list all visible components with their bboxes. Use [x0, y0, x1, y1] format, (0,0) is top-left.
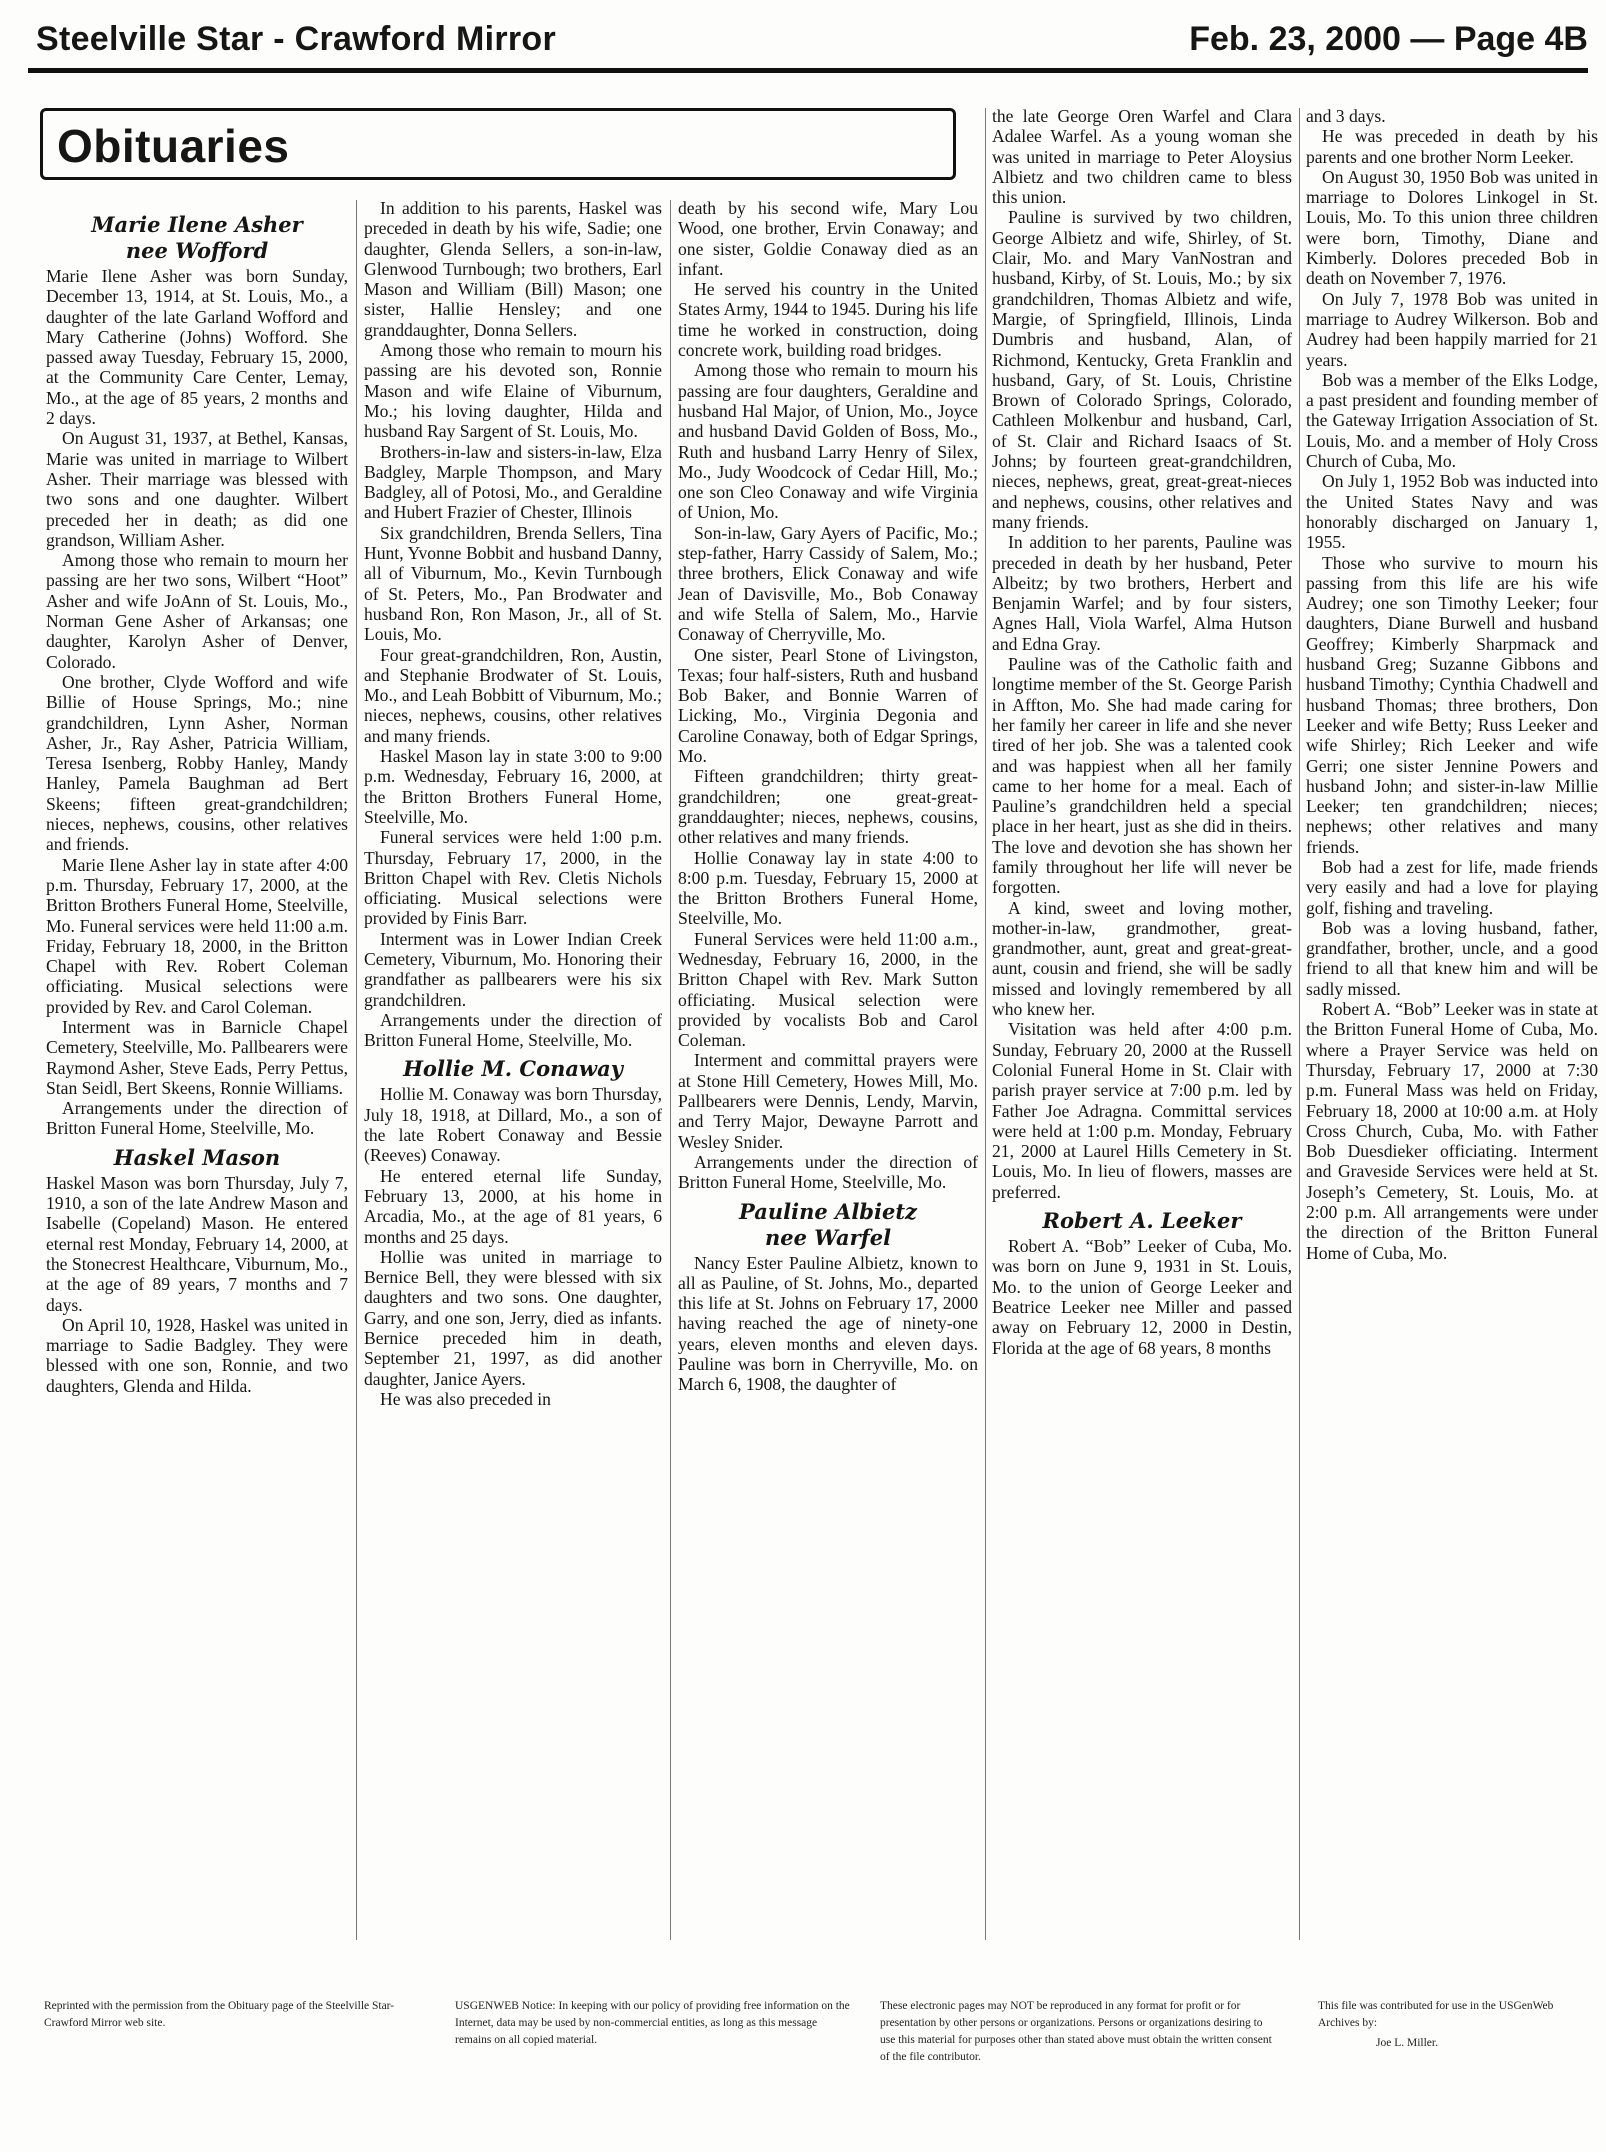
section-header-box	[40, 108, 956, 180]
obituary-paragraph: Four great-grandchildren, Ron, Austin, and Stephanie Brodwater of St. Louis, Mo., and Leah Bobbitt of Viburnum, Mo.; nieces, nephews, cousins, other relatives and many friends.	[364, 644, 662, 746]
obituary-paragraph: Fifteen grandchildren; thirty great-grandchildren; one great-great-granddaughter; nieces, nephews, cousins, other relatives and many friends.	[678, 766, 978, 848]
obituary-paragraph: and 3 days.	[1306, 106, 1386, 126]
footer-usgenweb-notice: USGENWEB Notice: In keeping with our policy of providing free information on the Internet, data may be used by non-commercial entities, as long as this message remains on all copied material.	[455, 2000, 850, 2046]
obituary-paragraph: Robert A. “Bob” Leeker was in state at the Britton Funeral Home of Cuba, Mo. where a Prayer Service was held on Thursday, February 17, 2000 at 7:30 p.m. Funeral Mass was held on Friday, February 18, 2000 at 10:00 a.m. at Holy Cross Church, Cuba, Mo. with Father Bob Duesdieker officiating. Interment and Graveside Services were held at St. Joseph’s Cemetery, St. Louis, Mo. at 2:00 p.m. All arrangements were under the direction of the Britton Funeral Home of Cuba, Mo.	[1306, 999, 1598, 1263]
obituary-heading-line: Robert A. Leeker	[1042, 1208, 1242, 1234]
obituary-paragraph: Arrangements under the direction of Britton Funeral Home, Steelville, Mo.	[46, 1098, 348, 1139]
obituary-paragraph: Robert A. “Bob” Leeker of Cuba, Mo. was born on June 9, 1931 in St. Louis, Mo. to the union of George Leeker and Beatrice Leeker nee Miller and passed away on February 12, 2000 in Destin, Florida at the age of 68 years, 8 months	[992, 1236, 1292, 1358]
newspaper-name: Steelville Star - Crawford Mirror	[36, 20, 557, 58]
column-1	[46, 206, 348, 1396]
column-2	[364, 198, 662, 1409]
obituary-paragraph: On August 30, 1950 Bob was united in marriage to Dolores Linkogel in St. Louis, Mo. To this union three children were born, Timothy, Diane and Kimberly. Dolores preceded Bob in death on November 7, 1976.	[1306, 166, 1598, 289]
obituary-heading	[678, 1199, 978, 1251]
footer-reprint-note: Reprinted with the permission from the Obituary page of the Steelville Star-Crawford Mirror web site.	[44, 2000, 395, 2029]
footer-contributor-note	[1318, 1998, 1583, 2052]
column-4	[992, 106, 1292, 1358]
column-rule	[985, 108, 986, 1940]
column-rule	[1299, 108, 1300, 1940]
obituary-heading	[992, 1208, 1292, 1234]
obituary-paragraph: Interment was in Barnicle Chapel Cemetery, Steelville, Mo. Pallbearers were Raymond Asher, Steve Eads, Perry Pettus, Stan Seidl, Bert Skeens, Ronnie Williams.	[46, 1016, 348, 1098]
obituary-paragraph: Son-in-law, Gary Ayers of Pacific, Mo.; step-father, Harry Cassidy of Salem, Mo.; three brothers, Elick Conaway and wife Jean of Davisville, Mo., Bob Conaway and wife Stella of Salem, Mo., Harvie Conaway of Cherryville, Mo.	[678, 522, 978, 645]
section-title: Obituaries	[57, 120, 290, 172]
obituary-paragraph: the late George Oren Warfel and Clara Adalee Warfel. As a young woman she was united in marriage to Peter Aloysius Albietz and two children came to bless this union.	[992, 106, 1292, 208]
obituary-paragraph: Those who survive to mourn his passing from this life are his wife Audrey; one son Timothy Leeker; four daughters, Diane Burwell and husband Geoffrey; Kimberly Sharpmack and husband Greg; Suzanne Gibbons and husband Timothy; Cynthia Chadwell and husband Thomas; three brothers, Don Leeker and wife Betty; Russ Leeker and wife Shirley; Rich Leeker and wife Gerri; one sister Jennine Powers and husband John; and sister-in-law Millie Leeker; ten grandchildren; nieces; nephews; other relatives and many friends.	[1306, 552, 1598, 857]
obituary-paragraph: Hollie Conaway lay in state 4:00 to 8:00 p.m. Tuesday, February 15, 2000 at the Britton Brothers Funeral Home, Steelville, Mo.	[678, 847, 978, 929]
obituary-paragraph: Nancy Ester Pauline Albietz, known to all as Pauline, of St. Johns, Mo., departed this life at St. Johns on February 17, 2000 having reached the age of ninety-one years, eleven months and eleven days. Pauline was born in Cherryville, Mo. on March 6, 1908, the daughter of	[678, 1252, 978, 1395]
obituary-paragraph: Among those who remain to mourn his passing are his devoted son, Ronnie Mason and wife Elaine of Viburnum, Mo.; his loving daughter, Hilda and husband Ray Sargent of St. Louis, Mo.	[364, 340, 662, 442]
obituary-paragraph: On July 7, 1978 Bob was united in marriage to Audrey Wilkerson. Bob and Audrey had been happily married for 21 years.	[1306, 288, 1598, 370]
obituary-paragraph: Arrangements under the direction of Britton Funeral Home, Steelville, Mo.	[678, 1151, 978, 1193]
obituary-paragraph: Funeral services were held 1:00 p.m. Thursday, February 17, 2000, in the Britton Chapel with Rev. Cletis Nichols officiating. Musical selections were provided by Finis Barr.	[364, 827, 662, 929]
obituary-paragraph: Brothers-in-law and sisters-in-law, Elza Badgley, Marple Thompson, and Mary Badgley, all of Potosi, Mo., and Geraldine and Hubert Frazier of Chester, Illinois	[364, 441, 662, 523]
obituary-paragraph: Marie Ilene Asher was born Sunday, December 13, 1914, at St. Louis, Mo., a daughter of the late Garland Wofford and Mary Catherine (Johns) Wofford. She passed away Tuesday, February 15, 2000, at the Community Care Center, Lemay, Mo., at the age of 85 years, 2 months and 2 days.	[46, 266, 348, 429]
obituary-paragraph: He entered eternal life Sunday, February 13, 2000, at his home in Arcadia, Mo., at the age of 81 years, 6 months and 25 days.	[364, 1165, 662, 1247]
obituary-paragraph: In addition to her parents, Pauline was preceded in death by her husband, Peter Albeitz; by two brothers, Herbert and Benjamin Warfel; and by four sisters, Agnes Hall, Viola Warfel, Alma Hutson and Edna Gray.	[992, 532, 1292, 654]
obituary-heading-line: Hollie M. Conaway	[403, 1056, 623, 1082]
column-3	[678, 198, 978, 1395]
obituary-paragraph: Six grandchildren, Brenda Sellers, Tina Hunt, Yvonne Bobbit and husband Danny, all of Viburnum, Mo., Kevin Turnbough of St. Peters, Mo., Pan Brodwater and husband Ron, Ron Mason, Jr., all of St. Louis, Mo.	[364, 522, 662, 645]
column-5	[1306, 106, 1598, 1263]
obituary-paragraph: Haskel Mason was born Thursday, July 7, 1910, a son of the late Andrew Mason and Isabelle (Copeland) Mason. He entered eternal rest Monday, February 14, 2000, at the Stonecrest Healthcare, Viburnum, Mo., at the age of 89 years, 7 months and 7 days.	[46, 1172, 348, 1315]
obituary-paragraph: death by his second wife, Mary Lou Wood, one brother, Ervin Conaway; and one sister, Goldie Conaway died as an infant.	[678, 198, 978, 279]
obituary-paragraph: Funeral Services were held 11:00 a.m., Wednesday, February 16, 2000, in the Britton Chapel with Rev. Mark Sutton officiating. Musical selection were provided by vocalists Bob and Carol Coleman.	[678, 928, 978, 1051]
obituary-paragraph: Interment and committal prayers were at Stone Hill Cemetery, Howes Mill, Mo. Pallbearers were Dennis, Lendy, Marvin, and Terry Major, Dewayne Parrott and Wesley Snider.	[678, 1050, 978, 1152]
footer-contributor-name: Joe L. Miller.	[1376, 2037, 1438, 2049]
footer-contrib-text: This file was contributed for use in the USGenWeb Archives by:	[1318, 2000, 1554, 2029]
obituary-paragraph: Bob had a zest for life, made friends very easily and had a love for playing golf, fishing and traveling.	[1306, 856, 1598, 918]
footer-rights-notice: These electronic pages may NOT be reproduced in any format for profit or for presentation by other persons or organizations. Persons or organizations desiring to use this material for purposes other than stated above must obtain the written consent of the file contributor.	[880, 2000, 1272, 2063]
obituary-paragraph: Pauline was of the Catholic faith and longtime member of the St. George Parish in Affton, Mo. She had made caring for her family her career in life and she never tired of her job. She was a talented cook and was happiest when all her family came to her home for a meal. Each of Pauline’s grandchildren held a special place in her heart, just as she did in theirs. The love and devotion she has shown her family throughout her life will never be forgotten.	[992, 654, 1292, 898]
obituary-paragraph: Visitation was held after 4:00 p.m. Sunday, February 20, 2000 at the Russell Colonial Funeral Home in St. Clair with parish prayer service at 7:00 p.m. led by Father Joe Adragna. Committal services were held at 1:00 p.m. Monday, February 21, 2000 at Laurel Hills Cemetery in St. Louis, Mo. In lieu of flowers, masses are preferred.	[992, 1019, 1292, 1202]
obituary-heading-line: Marie Ilene Asher	[91, 212, 303, 237]
obituary-paragraph: On April 10, 1928, Haskel was united in marriage to Sadie Badgley. They were blessed with one son, Ronnie, and two daughters, Glenda and Hilda.	[46, 1314, 348, 1396]
obituary-heading	[46, 212, 348, 264]
obituary-paragraph: Interment was in Lower Indian Creek Cemetery, Viburnum, Mo. Honoring their grandfather as pallbearers were his six grandchildren.	[364, 928, 662, 1010]
obituary-heading	[364, 1056, 662, 1082]
masthead-rule	[28, 68, 1588, 73]
obituary-heading-line: Pauline Albietz	[739, 1198, 917, 1224]
obituary-paragraph: Bob was a loving husband, father, grandfather, brother, uncle, and a good friend to all that knew him and will be sadly missed.	[1306, 917, 1598, 999]
obituary-paragraph: In addition to his parents, Haskel was preceded in death by his wife, Sadie; one daughter, Glenda Sellers, a son-in-law, Glenwood Turnbough; two brothers, Earl Mason and William (Bill) Mason; one sister, Hallie Hensley; and one granddaughter, Donna Sellers.	[364, 198, 662, 340]
column-rule	[670, 200, 671, 1940]
obituary-paragraph: On July 1, 1952 Bob was inducted into the United States Navy and was honorably discharged on January 1, 1955.	[1306, 471, 1598, 553]
obituary-paragraph: He was preceded in death by his parents and one brother Norm Leeker.	[1306, 126, 1598, 167]
obituary-paragraph: Hollie was united in marriage to Bernice Bell, they were blessed with six daughters and two sons. One daughter, Garry, and one son, Jerry, died as infants. Bernice preceded him in death, September 21, 1997, as did another daughter, Janice Ayers.	[364, 1246, 662, 1389]
obituary-paragraph: He was also preceded in	[380, 1388, 551, 1409]
obituary-paragraph: One brother, Clyde Wofford and wife Billie of House Springs, Mo.; nine grandchildren, Lynn Asher, Norman Asher, Jr., Ray Asher, Patricia William, Teresa Isenberg, Robby Hanley, Mandy Hanley, Pamela Baughman ad Bert Skeens; fifteen great-grandchildren; nieces, nephews, cousins, other relatives and friends.	[46, 671, 348, 855]
obituary-paragraph: A kind, sweet and loving mother, mother-in-law, grandmother, great-grandmother, aunt, great and great-great-aunt, cousin and friend, she will be sadly missed and lovingly remembered by all who knew her.	[992, 897, 1292, 1020]
obituary-paragraph: Among those who remain to mourn his passing are four daughters, Geraldine and husband Hal Major, of Union, Mo., Joyce and husband David Golden of Boss, Mo., Ruth and husband Larry Henry of Silex, Mo., Judy Woodcock of Cedar Hill, Mo.; one son Cleo Conaway and wife Virginia of Union, Mo.	[678, 360, 978, 523]
obituary-paragraph: He served his country in the United States Army, 1944 to 1945. During his life time he worked in construction, doing concrete work, building road bridges.	[678, 279, 978, 361]
obituary-heading-line: Haskel Mason	[113, 1144, 281, 1170]
obituary-paragraph: Among those who remain to mourn her passing are her two sons, Wilbert “Hoot” Asher and wife JoAnn of St. Louis, Mo., Norman Gene Asher of Arkansas; one daughter, Karolyn Asher of Denver, Colorado.	[46, 550, 348, 672]
obituary-heading-line: nee Warfel	[764, 1224, 892, 1250]
column-rule	[356, 200, 357, 1940]
obituary-paragraph: On August 31, 1937, at Bethel, Kansas, Marie was united in marriage to Wilbert Asher. Their marriage was blessed with two sons and one daughter. Wilbert preceded her in death; as did one grandson, William Asher.	[46, 428, 348, 550]
obituary-paragraph: One sister, Pearl Stone of Livingston, Texas; four half-sisters, Ruth and husband Bob Baker, and Bonnie Warren of Licking, Mo., Virginia Degonia and Caroline Conaway, both of Edgar Springs, Mo.	[678, 644, 978, 767]
masthead	[28, 14, 1588, 64]
obituary-paragraph: Hollie M. Conaway was born Thursday, July 18, 1918, at Dillard, Mo., a son of the late Robert Conaway and Bessie (Reeves) Conaway.	[364, 1084, 662, 1166]
obituary-paragraph: Pauline is survived by two children, George Albietz and wife, Shirley, of St. Clair, Mo. and Mary VanNostran and husband, Kirby, of St. Louis, Mo.; by six grandchildren, Thomas Albietz and wife, Margie, of Springfield, Illinois, Linda Dumbris and husband, Alan, of Richmond, Kentucky, Greta Franklin and husband, Gary, of St. Louis, Christine Brown of Colorado Springs, Colorado, Cathleen Molkenbur and husband, Carl, of St. Clair and Richard Isaacs of St. Johns; by fourteen great-grandchildren, nieces, nephews, great, great-great-nieces and nephews, cousins, other relatives and many friends.	[992, 207, 1292, 532]
obituary-paragraph: Marie Ilene Asher lay in state after 4:00 p.m. Thursday, February 17, 2000, at the Britton Brothers Funeral Home, Steelville, Mo. Funeral services were held 11:00 a.m. Friday, February 18, 2000, in the Britton Chapel with Rev. Robert Coleman officiating. Musical selections were provided by Rev. and Carol Coleman.	[46, 854, 348, 1017]
obituary-paragraph: Bob was a member of the Elks Lodge, a past president and founding member of the Gateway Irrigation Association of St. Louis, Mo. and a member of Holy Cross Church of Cuba, Mo.	[1306, 369, 1598, 472]
obituary-heading-line: nee Wofford	[125, 238, 269, 263]
issue-date-page: Feb. 23, 2000 — Page 4B	[1189, 20, 1588, 58]
obituary-heading	[46, 1145, 348, 1171]
obituary-paragraph: Arrangements under the direction of Britton Funeral Home, Steelville, Mo.	[364, 1009, 662, 1051]
obituary-paragraph: Haskel Mason lay in state 3:00 to 9:00 p.m. Wednesday, February 16, 2000, at the Britton Brothers Funeral Home, Steelville, Mo.	[364, 746, 662, 827]
